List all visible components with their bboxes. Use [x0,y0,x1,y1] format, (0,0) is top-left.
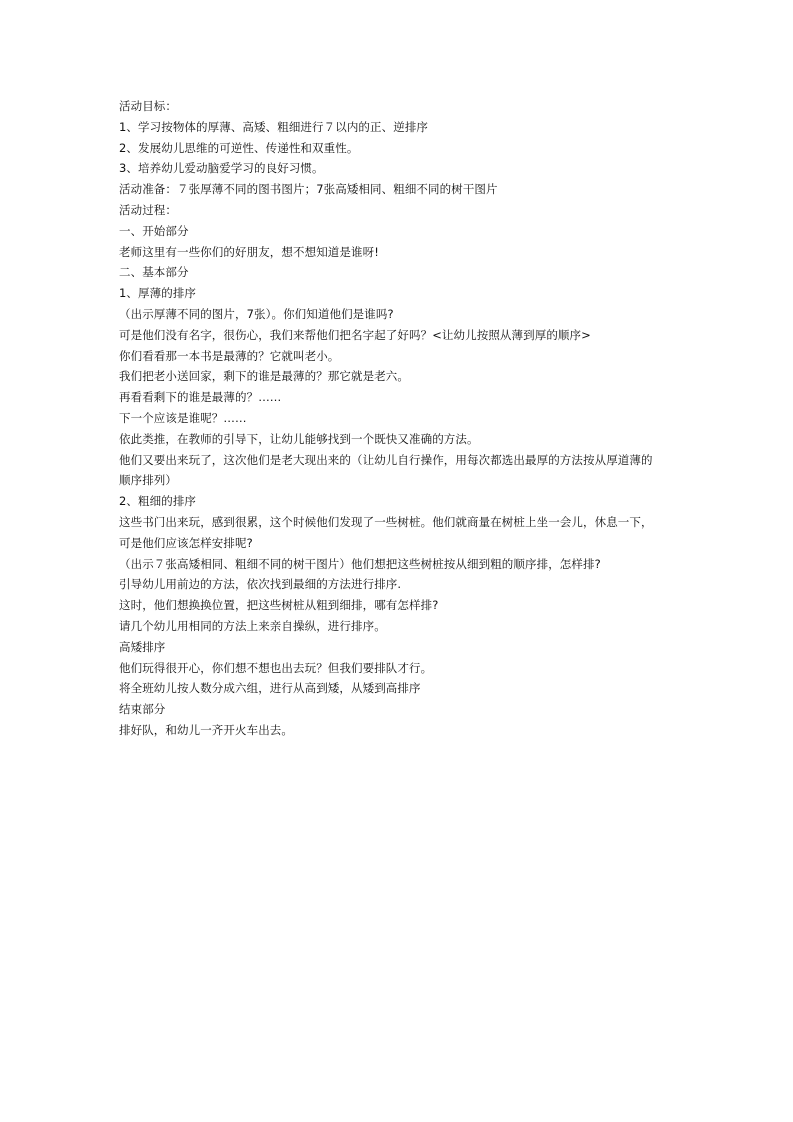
goal-item-3: 3、培养幼儿爱动脑爱学习的良好习惯。 [119,161,324,176]
heading-activity-goals: 活动目标： [119,99,177,113]
paragraph-line: 引导幼儿用前边的方法，依次找到最细的方法进行排序. [119,577,402,592]
paragraph-line: 再看看剩下的谁是最薄的？…… [119,390,282,405]
paragraph-line: 他们玩得很开心，你们想不想也出去玩？但我们要排队才行。 [119,660,433,675]
section-ending: 结束部分 [119,702,166,717]
paragraph-line: 这些书门出来玩，感到很累，这个时候他们发现了一些树桩。他们就商量在树桩上坐一会儿，休息一下， [119,514,653,529]
subsection-thickness-size: 2、粗细的排序 [119,494,197,509]
paragraph-line: 排好队，和幼儿一齐开火车出去。 [119,722,293,737]
paragraph-line: 顺序排列） [119,473,177,488]
goal-item-2: 2、发展幼儿思维的可逆性、传递性和双重性。 [119,140,359,155]
section-basic: 二、基本部分 [119,265,189,280]
document-body [119,96,679,741]
paragraph-line: 可是他们没有名字，很伤心，我们来帮他们把名字起了好吗？<让幼儿按照从薄到厚的顺序> [119,327,591,342]
paragraph-line: 将全班幼儿按人数分成六组，进行从高到矮，从矮到高排序 [119,681,421,696]
paragraph-line: （出示７张高矮相同、粗细不同的树干图片）他们想把这些树桩按从细到粗的顺序排，怎样排? [119,556,601,571]
activity-preparation: 活动准备：７张厚薄不同的图书图片；7张高矮相同、粗细不同的树干图片 [119,182,498,197]
heading-activity-process: 活动过程： [119,202,177,217]
subsection-thickness: 1、厚薄的排序 [119,286,197,301]
paragraph-line: 老师这里有一些你们的好朋友，想不想知道是谁呀! [119,244,379,259]
paragraph-line: 可是他们应该怎样安排呢? [119,535,253,550]
paragraph-line: 你们看看那一本书是最薄的？它就叫老小。 [119,348,340,363]
paragraph-line: 这时，他们想换换位置，把这些树桩从粗到细排，哪有怎样排? [119,598,439,613]
section-opening: 一、开始部分 [119,223,189,238]
paragraph-line: 他们又要出来玩了，这次他们是老大现出来的（让幼儿自行操作，用每次都选出最厚的方法按从厚道薄的 [119,452,653,467]
paragraph-line: 请几个幼儿用相同的方法上来亲自操纵，进行排序。 [119,618,386,633]
paragraph-line: 我们把老小送回家，剩下的谁是最薄的？那它就是老六。 [119,369,409,384]
paragraph-line: 依此类推，在教师的引导下，让幼儿能够找到一个既快又准确的方法。 [119,431,479,446]
subsection-height: 高矮排序 [119,639,166,654]
paragraph-line: （出示厚薄不同的图片，7张）。你们知道他们是谁吗? [119,306,394,321]
goal-item-1: 1、学习按物体的厚薄、高矮、粗细进行７以内的正、逆排序 [119,119,429,134]
paragraph-line: 下一个应该是谁呢？…… [119,410,247,425]
